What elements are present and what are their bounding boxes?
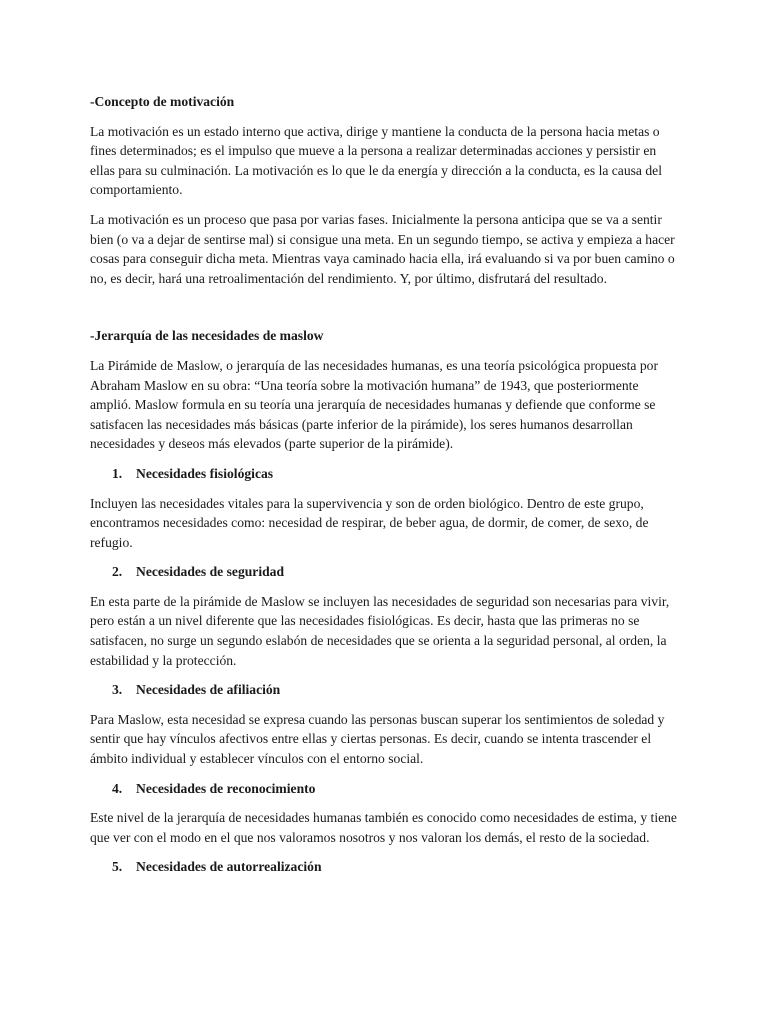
document-page xyxy=(90,92,680,887)
paragraph: La Pirámide de Maslow, o jerarquía de las necesidades humanas, es una teoría psicológica propuesta por Abraham Maslow en su obra: “Una teoría sobre la motivación humana” de 1943, que posteriormente amplió. Maslow formula en su teoría una jerarquía de necesidades humanas y defiende que conforme se satisfacen las necesidades más básicas (parte inferior de la pirámide), los seres humanos desarrollan necesidades y deseos más elevados (parte superior de la pirámide). xyxy=(90,357,658,452)
section-title-jerarquia: -Jerarquía de las necesidades de maslow xyxy=(90,328,324,344)
paragraph: En esta parte de la pirámide de Maslow se incluyen las necesidades de seguridad son necesarias para vivir, pero están a un nivel diferente que las necesidades fisiológicas. Es decir, hasta que las primeras no se satisfacen, no surge un segundo eslabón de necesidades que se orienta a la seguridad personal, al orden, la estabilidad y la protección. xyxy=(90,593,670,668)
list-item-title: Necesidades de seguridad xyxy=(136,564,285,580)
section-title-concepto: -Concepto de motivación xyxy=(90,94,235,109)
paragraph: Este nivel de la jerarquía de necesidades humanas también es conocido como necesidades de estima, y tiene que ver con el modo en el que nos valoramos nosotros y nos valoran los demás, el resto de la sociedad. xyxy=(90,810,677,845)
paragraph: Para Maslow, esta necesidad se expresa cuando las personas buscan superar los sentimientos de soledad y sentir que hay vínculos afectivos entre ellas y ciertas personas. Es decir, cuando se intenta trascender el ámbito individual y establecer vínculos con el entorno social. xyxy=(90,711,665,767)
blank-line xyxy=(90,298,680,326)
list-item-heading xyxy=(90,857,680,877)
list-number: 3. xyxy=(112,682,123,698)
list-item-title: Necesidades fisiológicas xyxy=(136,465,274,481)
list-number: 4. xyxy=(112,780,123,796)
list-number: 5. xyxy=(112,859,123,875)
paragraph: La motivación es un proceso que pasa por varias fases. Inicialmente la persona anticipa que se va a sentir bien (o va a dejar de sentirse mal) si consigue una meta. En un segundo tiempo, se activa y empieza a hacer cosas para conseguir dicha meta. Mientras vaya caminado hacia ella, irá evaluando si va por buen camino o no, es decir, hará una retroalimentación del rendimiento. Y, por último, disfrutará del resultado. xyxy=(90,211,675,286)
list-item-heading xyxy=(90,562,680,582)
list-item-title: Necesidades de autorrealización xyxy=(136,859,322,875)
list-item-heading xyxy=(90,680,680,700)
list-item-heading xyxy=(90,779,680,799)
list-item-title: Necesidades de reconocimiento xyxy=(136,780,316,796)
list-item-heading xyxy=(90,464,680,484)
paragraph: Incluyen las necesidades vitales para la supervivencia y son de orden biológico. Dentro de este grupo, encontramos necesidades como: necesidad de respirar, de beber agua, de dormir, de comer, de sexo, de refugio. xyxy=(90,495,649,550)
list-number: 2. xyxy=(112,564,123,580)
paragraph: La motivación es un estado interno que activa, dirige y mantiene la conducta de la persona hacia metas o fines determinados; es el impulso que mueve a la persona a realizar determinadas acciones y persistir en ellas para su culminación. La motivación es lo que le da energía y dirección a la conducta, es la causa del comportamiento. xyxy=(90,123,662,198)
list-number: 1. xyxy=(112,465,123,481)
list-item-title: Necesidades de afiliación xyxy=(136,682,281,698)
